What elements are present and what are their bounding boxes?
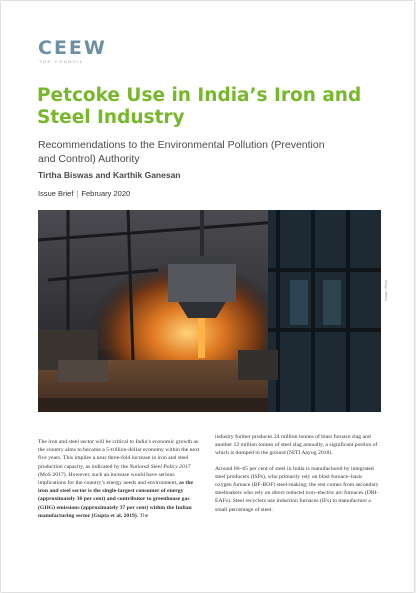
document-page xyxy=(1,1,414,592)
text-segment: National Steel Policy 2017 xyxy=(129,463,191,470)
body-column-left xyxy=(38,438,203,527)
issue-type: Issue Brief xyxy=(38,189,74,198)
body-paragraph: Around 60–65 per cent of steel in India is manufactured by integrated steel producers (ISPs), who primarily rely on blast furnace–basic oxygen furnace (BF-BOF) steel-making; the rest comes from secondary steelmakers who rely on direct reduced iron–electric arc furnaces (DRI-EAFs). Steel recyclers use induction furnaces (IFs) to manufacture a small percentage of steel. xyxy=(215,465,379,513)
document-title: Petcoke Use in India’s Iron and Steel Industry xyxy=(37,85,362,128)
document-subtitle: Recommendations to the Environmental Pollution (Prevention and Control) Authority xyxy=(38,139,325,165)
issue-separator: | xyxy=(76,189,79,198)
steel-plant-photo xyxy=(38,210,381,412)
photo-credit: Image: iStock xyxy=(384,279,388,301)
body-paragraph: industry further produces 24 million tonnes of blast furnace slag and another 12 million tonnes of steel slag annually, a significant portion of which is dumped in the ground (NITI Aayog 2018). xyxy=(215,434,378,457)
text-segment: (MoS 2017). However, such an increase would have serious implications for the country’s energy needs and environment, xyxy=(38,471,179,487)
logo-wordmark: CEEW xyxy=(38,37,107,59)
ceew-logo xyxy=(38,39,107,64)
text-segment: as the iron and steel sector is the single-largest consumer of energy (approximately 36 per cent) and contributor to greenhouse gas (GHG) emissions (approximately 37 per cent) within the Indian manufacturing sector (Gupta et al. 2019). xyxy=(38,480,194,519)
logo-tagline: THE COUNCIL xyxy=(39,59,84,64)
text-segment: The xyxy=(138,512,149,519)
body-column-right xyxy=(215,433,380,521)
text-segment: The iron and steel sector will be critical to India’s economic growth as the country aims to become a 5-trillion-dollar economy within the next five years. This implies a near three-fold increase in iron and steel production capacity, as indicated by the xyxy=(38,439,200,470)
body-paragraph xyxy=(38,438,203,520)
authors: Tirtha Biswas and Karthik Ganesan xyxy=(38,170,181,180)
issue-date: February 2020 xyxy=(81,189,131,198)
issue-line xyxy=(38,189,130,198)
